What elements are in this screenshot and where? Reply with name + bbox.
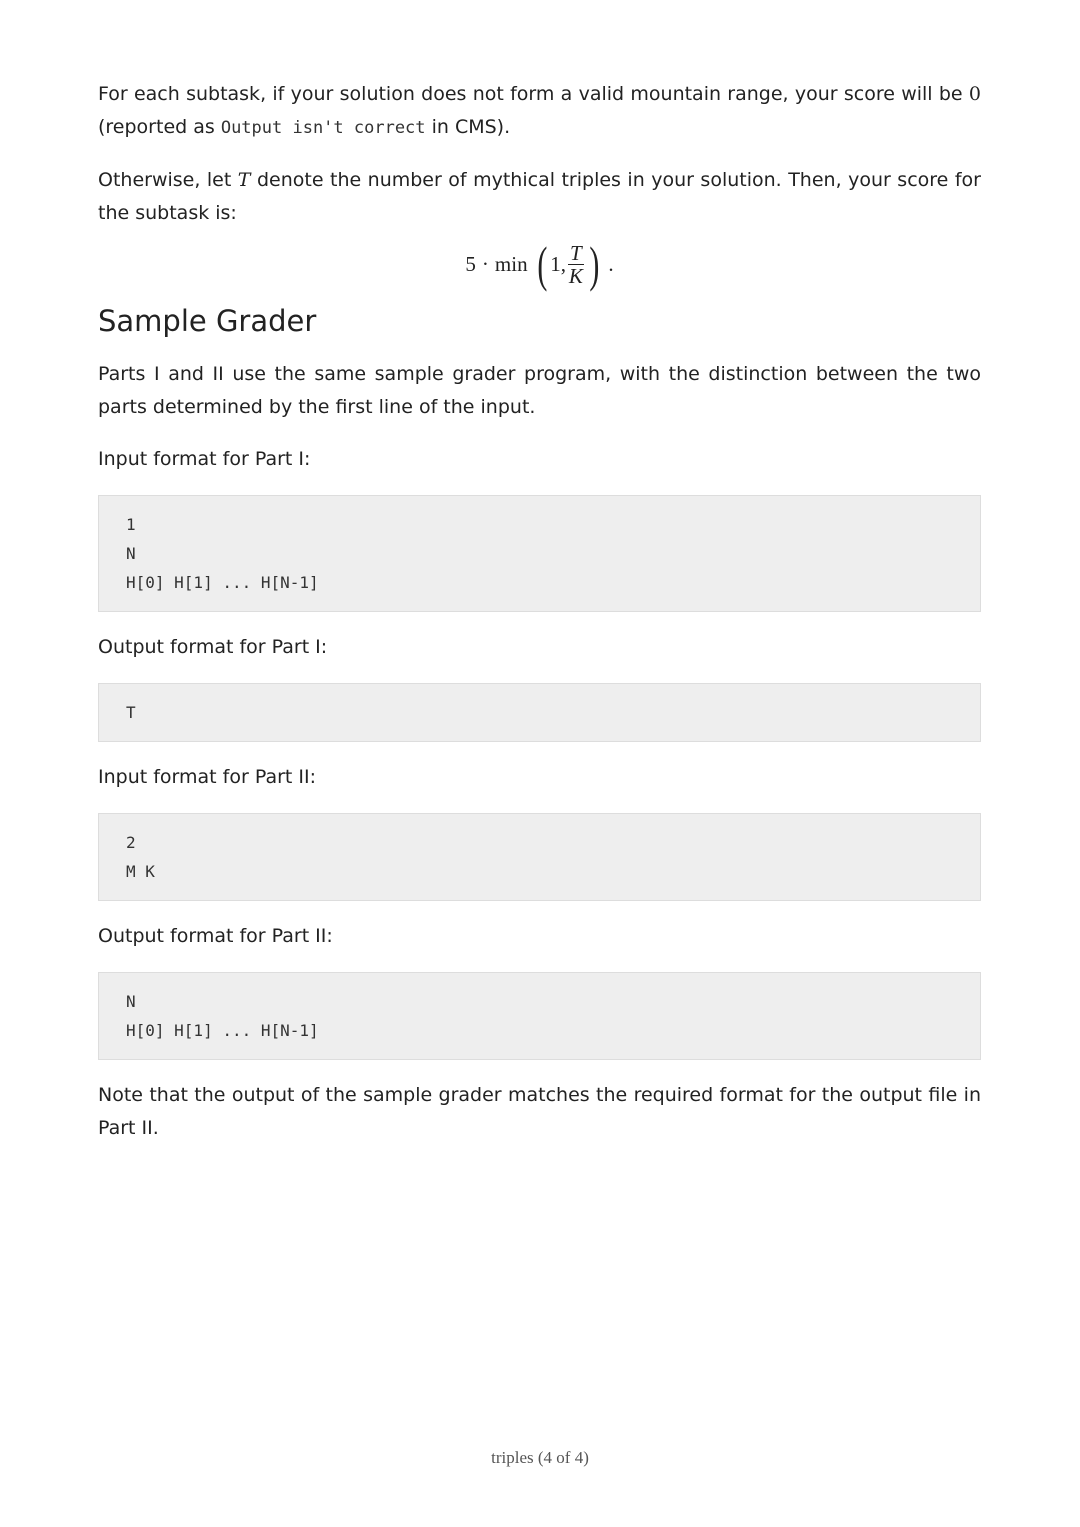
t-variable-math: T [237, 169, 251, 191]
formula-coefficient: 5 [465, 251, 476, 276]
output-part1-code-block: T [98, 683, 981, 742]
note-paragraph: Note that the output of the sample grader matches the required format for the output file in Part II. [98, 1084, 981, 1139]
formula-denominator: K [568, 263, 583, 288]
formula-numerator: T [569, 240, 582, 265]
output-part2-code-block: N H[0] H[1] ... H[N-1] [98, 972, 981, 1060]
score-formula [98, 230, 981, 298]
formula-first-arg: 1, [550, 251, 566, 276]
input-part2-label: Input format for Part II: [98, 766, 316, 788]
formula-min: min [494, 251, 528, 276]
input-part1-code-block: 1 N H[0] H[1] ... H[N-1] [98, 495, 981, 612]
document-body [98, 78, 981, 1145]
reported-as-text: (reported as [98, 116, 215, 138]
formula-fraction [568, 242, 584, 287]
formula-dot: · [481, 251, 489, 276]
scoring-text: For each subtask, if your solution does not form a valid mountain range, your score will be [98, 83, 963, 105]
cms-verdict-code: Output isn't correct [220, 118, 426, 138]
page-footer: triples (4 of 4) [491, 1448, 589, 1467]
otherwise-text: Otherwise, let [98, 169, 232, 191]
output-part1-label: Output format for Part I: [98, 636, 328, 658]
formula-open-paren: ( [536, 236, 547, 292]
input-part2-code-block: 2 M K [98, 813, 981, 901]
scoring-invalid-paragraph [98, 78, 981, 145]
formula-close-paren: ) [589, 236, 599, 292]
input-part1-label: Input format for Part I: [98, 448, 311, 470]
grader-intro-paragraph: Parts I and II use the same sample grader program, with the distinction between the two parts determined by the first line of the input. [98, 363, 981, 418]
otherwise-rest-text: denote the number of mythical triples in your solution. Then, your score for the subtask is: [98, 169, 981, 224]
formula-period: . [608, 251, 614, 276]
otherwise-paragraph [98, 164, 981, 230]
output-part2-label: Output format for Part II: [98, 925, 333, 947]
section-heading: Sample Grader [98, 304, 317, 338]
in-cms-text: in CMS). [431, 116, 511, 138]
zero-score-math: 0 [968, 83, 981, 105]
